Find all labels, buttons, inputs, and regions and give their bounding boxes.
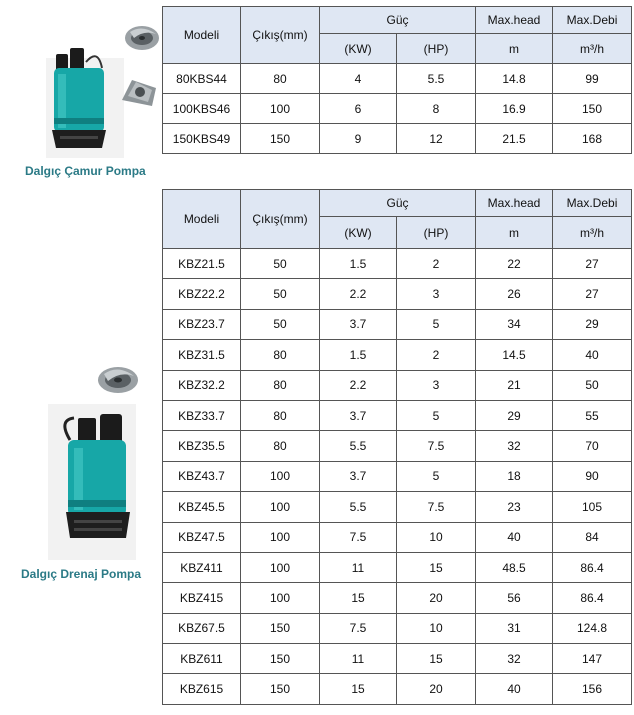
slurry-pump-spec-table	[162, 6, 632, 154]
cell-hp: 3	[397, 279, 476, 309]
table-row	[163, 431, 632, 461]
drainage-pump-caption: Dalgıç Drenaj Pompa	[21, 567, 142, 581]
drainage-pump-spec-table	[162, 189, 632, 705]
cell-hp: 10	[397, 522, 476, 552]
cell-outlet: 50	[241, 309, 320, 339]
cell-outlet: 100	[241, 461, 320, 491]
cell-kw: 7.5	[320, 613, 397, 643]
cell-max-head: 32	[476, 431, 553, 461]
cell-hp: 2	[397, 249, 476, 279]
cell-max-debi: 86.4	[553, 583, 632, 613]
table-row	[163, 552, 632, 582]
cell-kw: 3.7	[320, 461, 397, 491]
table-row	[163, 249, 632, 279]
header-max-head: Max.head	[476, 7, 553, 34]
cell-outlet: 100	[241, 492, 320, 522]
cell-model: 80KBS44	[163, 64, 241, 94]
header-head-unit: m	[476, 217, 553, 249]
cell-model: KBZ611	[163, 644, 241, 674]
cell-max-debi: 27	[553, 249, 632, 279]
table-row	[163, 400, 632, 430]
cell-model: 150KBS49	[163, 124, 241, 154]
cell-kw: 3.7	[320, 400, 397, 430]
cell-max-head: 40	[476, 674, 553, 704]
cell-max-head: 22	[476, 249, 553, 279]
cell-model: KBZ67.5	[163, 613, 241, 643]
cell-hp: 7.5	[397, 431, 476, 461]
cell-max-debi: 29	[553, 309, 632, 339]
cell-max-debi: 27	[553, 279, 632, 309]
wear-plate-icon	[122, 80, 156, 106]
cell-hp: 12	[397, 124, 476, 154]
table-row	[163, 370, 632, 400]
header-max-debi: Max.Debi	[553, 190, 632, 217]
cell-kw: 5.5	[320, 431, 397, 461]
cell-max-head: 56	[476, 583, 553, 613]
cell-outlet: 100	[241, 552, 320, 582]
cell-hp: 2	[397, 340, 476, 370]
cell-model: 100KBS46	[163, 94, 241, 124]
cell-max-head: 40	[476, 522, 553, 552]
cell-outlet: 80	[241, 64, 320, 94]
cell-model: KBZ415	[163, 583, 241, 613]
cell-max-head: 18	[476, 461, 553, 491]
cell-hp: 7.5	[397, 492, 476, 522]
cell-kw: 15	[320, 674, 397, 704]
table-row	[163, 583, 632, 613]
cell-max-head: 29	[476, 400, 553, 430]
table-row	[163, 522, 632, 552]
slurry-pump-caption: Dalgıç Çamur Pompa	[25, 164, 146, 178]
cell-max-head: 14.8	[476, 64, 553, 94]
cell-model: KBZ21.5	[163, 249, 241, 279]
cell-max-head: 31	[476, 613, 553, 643]
cell-outlet: 150	[241, 674, 320, 704]
table-row	[163, 613, 632, 643]
header-head-unit: m	[476, 34, 553, 64]
cell-kw: 11	[320, 552, 397, 582]
cell-max-head: 21	[476, 370, 553, 400]
table-row	[163, 279, 632, 309]
cell-kw: 11	[320, 644, 397, 674]
cell-outlet: 100	[241, 94, 320, 124]
header-kw: (KW)	[320, 217, 397, 249]
cell-model: KBZ615	[163, 674, 241, 704]
cell-max-debi: 156	[553, 674, 632, 704]
cell-outlet: 150	[241, 613, 320, 643]
cell-max-debi: 168	[553, 124, 632, 154]
cell-model: KBZ31.5	[163, 340, 241, 370]
table-row	[163, 124, 632, 154]
cell-max-debi: 50	[553, 370, 632, 400]
table-row	[163, 492, 632, 522]
header-max-debi: Max.Debi	[553, 7, 632, 34]
cell-max-head: 23	[476, 492, 553, 522]
cell-kw: 1.5	[320, 340, 397, 370]
cell-max-debi: 40	[553, 340, 632, 370]
cell-max-debi: 55	[553, 400, 632, 430]
table-row	[163, 64, 632, 94]
cell-kw: 9	[320, 124, 397, 154]
cell-hp: 20	[397, 583, 476, 613]
cell-model: KBZ23.7	[163, 309, 241, 339]
cell-hp: 8	[397, 94, 476, 124]
cell-outlet: 50	[241, 249, 320, 279]
cell-outlet: 80	[241, 340, 320, 370]
cell-hp: 10	[397, 613, 476, 643]
cell-max-debi: 90	[553, 461, 632, 491]
header-hp: (HP)	[397, 217, 476, 249]
cell-outlet: 50	[241, 279, 320, 309]
cell-outlet: 80	[241, 370, 320, 400]
cell-kw: 7.5	[320, 522, 397, 552]
cell-kw: 15	[320, 583, 397, 613]
cell-max-debi: 70	[553, 431, 632, 461]
cell-kw: 3.7	[320, 309, 397, 339]
table-row	[163, 644, 632, 674]
table-row	[163, 674, 632, 704]
impeller-icon	[98, 367, 138, 393]
cell-model: KBZ45.5	[163, 492, 241, 522]
header-model: Modeli	[163, 190, 241, 249]
cell-hp: 5	[397, 461, 476, 491]
cell-model: KBZ33.7	[163, 400, 241, 430]
cell-outlet: 100	[241, 583, 320, 613]
impeller-icon	[125, 26, 159, 50]
cell-hp: 15	[397, 644, 476, 674]
cell-hp: 5	[397, 400, 476, 430]
cell-outlet: 150	[241, 124, 320, 154]
cell-kw: 2.2	[320, 279, 397, 309]
cell-hp: 15	[397, 552, 476, 582]
cell-outlet: 150	[241, 644, 320, 674]
cell-max-debi: 150	[553, 94, 632, 124]
header-outlet: Çıkış(mm)	[241, 7, 320, 64]
cell-max-head: 32	[476, 644, 553, 674]
table-row	[163, 461, 632, 491]
cell-max-head: 26	[476, 279, 553, 309]
header-power: Güç	[320, 190, 476, 217]
cell-model: KBZ411	[163, 552, 241, 582]
cell-kw: 5.5	[320, 492, 397, 522]
cell-kw: 2.2	[320, 370, 397, 400]
cell-model: KBZ47.5	[163, 522, 241, 552]
cell-max-head: 16.9	[476, 94, 553, 124]
cell-model: KBZ22.2	[163, 279, 241, 309]
cell-hp: 5	[397, 309, 476, 339]
header-model: Modeli	[163, 7, 241, 64]
cell-kw: 6	[320, 94, 397, 124]
cell-model: KBZ32.2	[163, 370, 241, 400]
cell-max-debi: 84	[553, 522, 632, 552]
cell-outlet: 80	[241, 400, 320, 430]
cell-outlet: 80	[241, 431, 320, 461]
cell-kw: 1.5	[320, 249, 397, 279]
cell-model: KBZ35.5	[163, 431, 241, 461]
header-outlet: Çıkış(mm)	[241, 190, 320, 249]
cell-hp: 20	[397, 674, 476, 704]
slurry-pump-image	[44, 18, 164, 158]
cell-outlet: 100	[241, 522, 320, 552]
cell-max-debi: 99	[553, 64, 632, 94]
cell-max-head: 14.5	[476, 340, 553, 370]
cell-max-debi: 124.8	[553, 613, 632, 643]
cell-max-head: 21.5	[476, 124, 553, 154]
header-power: Güç	[320, 7, 476, 34]
cell-hp: 3	[397, 370, 476, 400]
cell-max-debi: 105	[553, 492, 632, 522]
cell-max-debi: 86.4	[553, 552, 632, 582]
header-debi-unit: m³/h	[553, 34, 632, 64]
table-row	[163, 340, 632, 370]
cell-kw: 4	[320, 64, 397, 94]
header-max-head: Max.head	[476, 190, 553, 217]
header-debi-unit: m³/h	[553, 217, 632, 249]
table-row	[163, 94, 632, 124]
cell-max-head: 48.5	[476, 552, 553, 582]
header-kw: (KW)	[320, 34, 397, 64]
table-row	[163, 309, 632, 339]
cell-max-debi: 147	[553, 644, 632, 674]
cell-max-head: 34	[476, 309, 553, 339]
drainage-pump-image	[44, 360, 164, 560]
header-hp: (HP)	[397, 34, 476, 64]
cell-hp: 5.5	[397, 64, 476, 94]
cell-model: KBZ43.7	[163, 461, 241, 491]
